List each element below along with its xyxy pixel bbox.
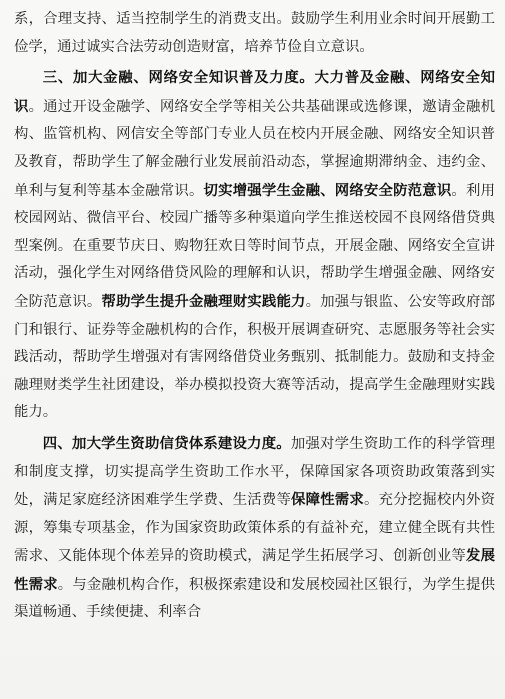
paragraph-section-three xyxy=(14,64,495,427)
text-run: 加强对学生资助工作的科学管理和制度支撑，切实提高学生资助工作水平，保障国家各项资助政策落到实处，满足家庭经济困难学生学费、生活费等 xyxy=(14,435,495,509)
text-run: 。加强与银监、公安等政府部门和银行、证券等金融机构的合作，积极开展调查研究、志愿服务等社会实践活动，帮助学生增强对有害网络借贷业务甄别、抵制能力。鼓励和支持金融理财类学生社团建设，举办模拟投资大赛等活动，提高学生金融理财实践能力。 xyxy=(14,293,495,421)
text-run: 系，合理支持、适当控制学生的消费支出。鼓励学生利用业余时间开展勤工俭学，通过诚实合法劳动创造财富，培养节俭自立意识。 xyxy=(14,11,495,55)
section-heading: 四、加大学生资助信贷体系建设力度。 xyxy=(42,434,291,452)
bold-term: 发展性需求 xyxy=(14,547,495,593)
document-body xyxy=(14,6,495,627)
bold-subheading: 大力普及金融、网络安全知识 xyxy=(14,69,495,115)
text-run: 。利用校园网站、微信平台、校园广播等多种渠道向学生推送校园不良网络借贷典型案例。在重要节庆日、购物狂欢日等时间节点，开展金融、网络安全宣讲活动，强化学生对网络借贷风险的理解和认识，帮助学生增强金融、网络安全防范意识。 xyxy=(14,182,495,310)
paragraph-section-four xyxy=(14,430,495,627)
text-run: 。通过开设金融学、网络安全学等相关公共基础课或选修课，邀请金融机构、监管机构、网信安全等部门专业人员在校内开展金融、网络安全知识普及教育，帮助学生了解金融行业发展前沿动态，掌握逾期滞纳金、违约金、单利与复利等基本金融常识。 xyxy=(14,98,495,199)
paragraph-consumption-guidance xyxy=(14,6,495,61)
section-heading: 三、加大金融、网络安全知识普及力度。 xyxy=(42,69,315,87)
bold-subheading: 切实增强学生金融、网络安全防范意识 xyxy=(203,181,452,199)
bold-subheading: 帮助学生提升金融理财实践能力 xyxy=(101,292,306,310)
bold-term: 保障性需求 xyxy=(291,491,364,509)
text-run: 。充分挖掘校内外资源，筹集专项基金，作为国家资助政策体系的有益补充，建立健全既有共性需求、又能体现个体差异的资助模式，满足学生拓展学习、创新创业等 xyxy=(14,492,495,565)
text-run: 。与金融机构合作，积极探索建设和发展校园社区银行，为学生提供渠道畅通、手续便捷、利率合 xyxy=(14,576,495,621)
